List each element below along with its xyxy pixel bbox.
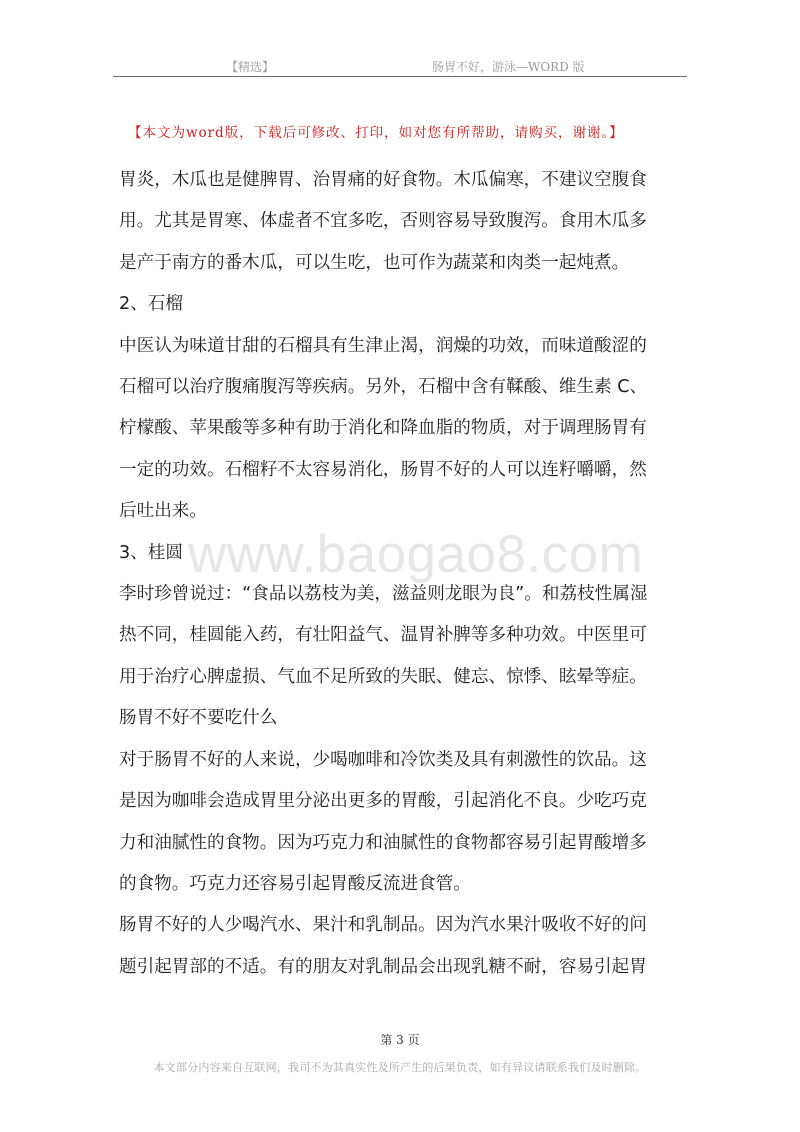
body-line: 柠檬酸、苹果酸等多种有助于消化和降血脂的物质，对于调理肠胃有	[119, 418, 647, 439]
watermark-text: www.baogao8.com	[188, 525, 644, 584]
body-line: 后吐出来。	[119, 501, 207, 522]
body-line: 李时珍曾说过：“食品以荔枝为美，滋益则龙眼为良”。和荔枝性属湿	[119, 584, 648, 605]
purchase-notice: 【本文为word版，下载后可修改、打印，如对您有所帮助，请购买，谢谢。】	[128, 125, 624, 141]
document-body	[119, 160, 691, 988]
section-heading: 2、石榴	[119, 294, 183, 315]
body-line: 的食物。巧克力还容易引起胃酸反流进食管。	[119, 873, 471, 894]
header-right-title: 肠胃不好，游泳—WORD 版	[432, 60, 585, 74]
body-line: 石榴可以治疗腹痛腹泻等疾病。另外，石榴中含有鞣酸、维生素 C、	[119, 377, 648, 398]
body-line: 对于肠胃不好的人来说，少喝咖啡和冷饮类及具有刺激性的饮品。这	[119, 749, 647, 770]
body-line: 一定的功效。石榴籽不太容易消化，肠胃不好的人可以连籽嚼嚼，然	[119, 459, 647, 480]
body-line: 肠胃不好的人少喝汽水、果汁和乳制品。因为汽水果汁吸收不好的问	[119, 915, 647, 936]
header-left-label: 【精选】	[226, 60, 275, 74]
page-header	[0, 58, 800, 78]
section-heading: 3、桂圆	[119, 542, 183, 563]
body-line: 中医认为味道甘甜的石榴具有生津止渴，润燥的功效，而味道酸涩的	[119, 335, 647, 356]
body-line: 胃炎，木瓜也是健脾胃、治胃痛的好食物。木瓜偏寒，不建议空腹食	[119, 170, 647, 190]
body-line: 是因为咖啡会造成胃里分泌出更多的胃酸，引起消化不良。少吃巧克	[119, 791, 647, 812]
body-line: 是产于南方的番木瓜，可以生吃，也可作为蔬菜和肉类一起炖煮。	[119, 252, 630, 273]
body-line: 用于治疗心脾虚损、气血不足所致的失眠、健忘、惊悸、眩晕等症。	[119, 666, 647, 687]
body-line: 用。尤其是胃寒、体虚者不宜多吃，否则容易导致腹泻。食用木瓜多	[119, 211, 647, 232]
header-divider	[113, 76, 687, 77]
body-line: 热不同，桂圆能入药，有壮阳益气、温胃补脾等多种功效。中医里可	[119, 625, 647, 646]
body-line: 力和油腻性的食物。因为巧克力和油腻性的食物都容易引起胃酸增多	[119, 832, 647, 853]
page-footer-disclaimer: 本文部分内容来自互联网，我司不为其真实性及所产生的后果负责，如有异议请联系我们及时删除。	[153, 1061, 647, 1074]
body-line: 题引起胃部的不适。有的朋友对乳制品会出现乳糖不耐，容易引起胃	[119, 956, 647, 977]
section-heading: 肠胃不好不要吃什么	[119, 708, 278, 729]
page-number: 第 3 页	[380, 1033, 420, 1047]
